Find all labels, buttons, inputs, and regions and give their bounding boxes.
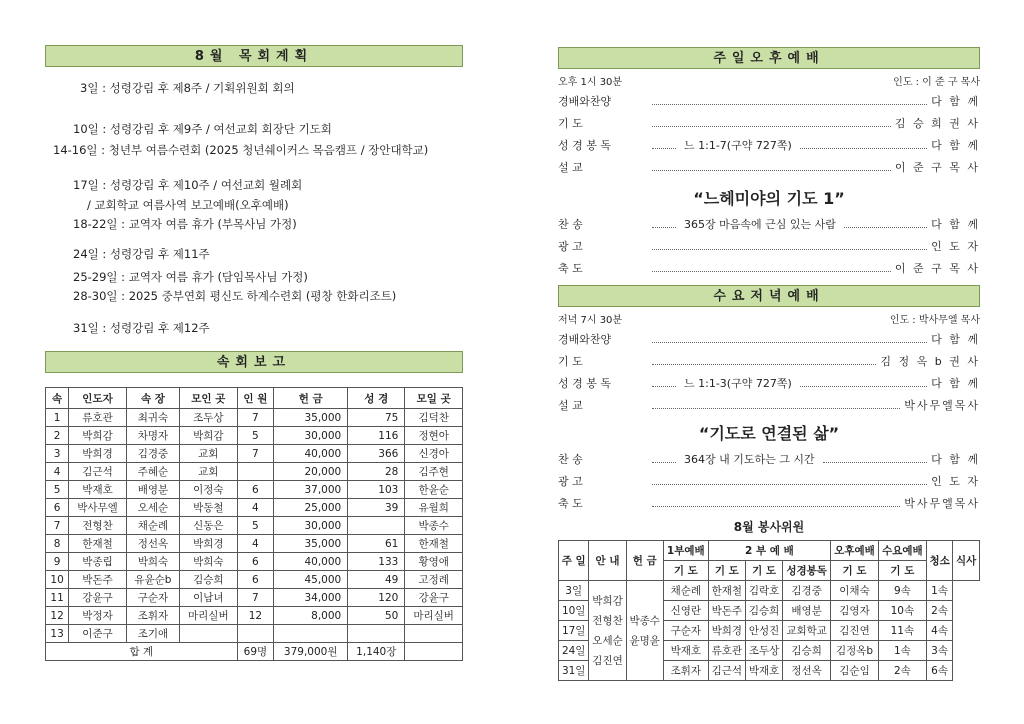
report-cell: 강윤구 [69, 589, 127, 607]
report-cell: 마리실버 [405, 607, 463, 625]
duty-guides [589, 581, 626, 681]
order-value: 인 도 자 [931, 475, 980, 488]
plan-item: 3일 : 성령강림 후 제8주 / 기획위원회 회의 [80, 81, 295, 95]
table-row [46, 445, 463, 463]
report-cell: 박희숙 [126, 553, 179, 571]
duty-cell: 박재호 [663, 641, 708, 661]
report-cell: 정선옥 [126, 535, 179, 553]
duty-cell: 김락호 [745, 581, 782, 601]
duty-cell: 김경중 [783, 581, 831, 601]
report-col-header: 모인 곳 [180, 388, 238, 409]
order-value: 이 준 구 목 사 [894, 161, 980, 174]
duty-cell: 조두상 [745, 641, 782, 661]
plan-item: 18-22일 : 교역자 여름 휴가 (부목사님 가정) [73, 217, 297, 231]
order-value: 김 정 옥 b 권 사 [880, 355, 980, 368]
order-line [558, 157, 980, 177]
table-row [46, 571, 463, 589]
report-cell: 이정숙 [180, 481, 238, 499]
report-cell: 유월희 [405, 499, 463, 517]
duty-h-meal: 식사 [953, 541, 980, 581]
report-cell: 김주현 [405, 463, 463, 481]
sunday-header: 주일오후예배 [558, 47, 980, 69]
report-cell: 25,000 [274, 499, 348, 517]
order-line [558, 373, 980, 393]
report-cell: 10 [46, 571, 69, 589]
plan-item: / 교회학교 여름사역 보고예배(오후예배) [87, 198, 289, 212]
report-cell: 12 [237, 607, 274, 625]
dot-leader [652, 142, 676, 149]
wednesday-header: 수요저녁예배 [558, 285, 980, 307]
order-detail: 365장 마음속에 근심 있는 사람 [684, 218, 836, 231]
report-cell: 20,000 [274, 463, 348, 481]
report-col-header: 속 장 [126, 388, 179, 409]
report-cell: 한윤순 [405, 481, 463, 499]
table-row [46, 409, 463, 427]
order-label: 광 고 [558, 475, 583, 488]
duty-table [558, 540, 980, 681]
duty-cell: 류호관 [708, 641, 745, 661]
report-cell: 구순자 [126, 589, 179, 607]
duty-week: 3일 [559, 581, 589, 601]
table-row [46, 535, 463, 553]
report-cell: 한재철 [405, 535, 463, 553]
report-cell: 주혜순 [126, 463, 179, 481]
report-cell: 정현아 [405, 427, 463, 445]
report-cell: 35,000 [274, 535, 348, 553]
duty-cell: 1속 [926, 581, 953, 601]
order-label: 찬 송 [558, 218, 583, 231]
dot-leader [800, 142, 927, 149]
table-row [46, 481, 463, 499]
report-cell: 40,000 [274, 445, 348, 463]
report-cell [348, 517, 405, 535]
duty-cell: 김정옥b [831, 641, 879, 661]
duty-cell: 9속 [878, 581, 926, 601]
order-value: 다 함 께 [931, 453, 980, 466]
report-cell [237, 463, 274, 481]
order-line [558, 214, 980, 234]
dot-leader [844, 221, 927, 228]
table-row [46, 499, 463, 517]
guide-name: 박희감 [592, 594, 623, 607]
wednesday-meta [558, 311, 980, 326]
report-cell: 차명자 [126, 427, 179, 445]
duty-cell: 조휘자 [663, 661, 708, 681]
report-cell: 49 [348, 571, 405, 589]
report-cell: 6 [237, 481, 274, 499]
duty-cell: 4속 [926, 621, 953, 641]
report-cell: 채순례 [126, 517, 179, 535]
report-cell: 박희감 [69, 427, 127, 445]
report-header-row [46, 388, 463, 409]
table-row [46, 625, 463, 643]
order-label: 찬 송 [558, 453, 583, 466]
report-cell: 120 [348, 589, 405, 607]
order-line [558, 135, 980, 155]
duty-h-guide: 안 내 [589, 541, 626, 581]
duty-cell: 한재철 [708, 581, 745, 601]
duty-offering [626, 581, 663, 681]
order-value: 인 도 자 [931, 240, 980, 253]
duty-h-prayer-2: 기 도 [708, 561, 745, 581]
report-cell: 5 [46, 481, 69, 499]
report-cell [274, 625, 348, 643]
dot-leader [652, 120, 891, 127]
order-label: 축 도 [558, 497, 583, 510]
order-value: 다 함 께 [931, 333, 980, 346]
order-detail: 느 1:1-3(구약 727쪽) [684, 377, 792, 390]
report-cell: 40,000 [274, 553, 348, 571]
table-row [46, 517, 463, 535]
duty-cell: 김근석 [708, 661, 745, 681]
report-cell: 6 [46, 499, 69, 517]
duty-cell: 11속 [878, 621, 926, 641]
report-cell: 8,000 [274, 607, 348, 625]
order-value: 다 함 께 [931, 139, 980, 152]
dot-leader [652, 98, 927, 105]
plan-item: 10일 : 성령강림 후 제9주 / 여선교회 회장단 기도회 [73, 122, 332, 136]
report-cell: 한재철 [69, 535, 127, 553]
duty-cell: 교회학교 [783, 621, 831, 641]
report-cell: 조기애 [126, 625, 179, 643]
report-cell: 조두상 [180, 409, 238, 427]
duty-cell: 10속 [878, 601, 926, 621]
report-cell: 이남녀 [180, 589, 238, 607]
table-row [46, 607, 463, 625]
plan-item: 24일 : 성령강림 후 제11주 [73, 247, 210, 261]
report-col-header: 인 원 [237, 388, 274, 409]
order-label: 경배와찬양 [558, 333, 612, 346]
report-header: 속회보고 [45, 351, 463, 373]
duty-h-week: 주 일 [559, 541, 589, 581]
report-cell: 8 [46, 535, 69, 553]
report-cell: 37,000 [274, 481, 348, 499]
duty-cell: 채순례 [663, 581, 708, 601]
duty-week: 10일 [559, 601, 589, 621]
wednesday-leader: 인도 : 박사무엘 목사 [889, 315, 980, 326]
order-line [558, 113, 980, 133]
duty-cell: 구순자 [663, 621, 708, 641]
table-row [46, 553, 463, 571]
duty-cell: 이채숙 [831, 581, 879, 601]
report-cell: 황영애 [405, 553, 463, 571]
duty-h-offering: 헌 금 [626, 541, 663, 581]
report-cell: 12 [46, 607, 69, 625]
report-cell: 류호관 [69, 409, 127, 427]
dot-leader [652, 402, 900, 409]
report-total-row [46, 643, 463, 661]
plan-item: 25-29일 : 교역자 여름 휴가 (담임목사님 가정) [73, 270, 308, 284]
report-cell: 6 [237, 553, 274, 571]
report-cell: 교회 [180, 445, 238, 463]
offering-name: 박종수 [629, 614, 660, 627]
order-label: 성 경 봉 독 [558, 377, 611, 390]
report-cell: 45,000 [274, 571, 348, 589]
report-cell: 최귀숙 [126, 409, 179, 427]
duty-cell: 김영자 [831, 601, 879, 621]
duty-cell: 김승희 [783, 641, 831, 661]
duty-week: 31일 [559, 661, 589, 681]
order-line [558, 329, 980, 349]
duty-h-wed: 수요예배 [878, 541, 926, 561]
wednesday-time: 저녁 7시 30분 [558, 315, 623, 326]
duty-cell: 정선옥 [783, 661, 831, 681]
order-label: 경배와찬양 [558, 95, 612, 108]
order-value: 다 함 께 [931, 377, 980, 390]
report-cell: 116 [348, 427, 405, 445]
dot-leader [652, 221, 676, 228]
report-cell: 30,000 [274, 427, 348, 445]
order-line [558, 449, 980, 469]
report-cell: 5 [237, 517, 274, 535]
report-cell: 박정자 [69, 607, 127, 625]
order-label: 기 도 [558, 117, 583, 130]
total-bible: 1,140장 [348, 643, 405, 661]
report-cell: 교회 [180, 463, 238, 481]
dot-leader [652, 358, 876, 365]
dot-leader [652, 243, 927, 250]
guide-name: 오세순 [592, 634, 623, 647]
dot-leader [652, 164, 891, 171]
report-cell [180, 625, 238, 643]
order-value: 박사무엘목사 [904, 399, 980, 412]
report-cell: 13 [46, 625, 69, 643]
report-cell: 366 [348, 445, 405, 463]
duty-cell: 3속 [926, 641, 953, 661]
report-cell: 34,000 [274, 589, 348, 607]
order-line [558, 236, 980, 256]
table-row [46, 427, 463, 445]
duty-h-clean: 청소 [926, 541, 953, 581]
report-cell: 2 [46, 427, 69, 445]
dot-leader [800, 380, 927, 387]
dot-leader [652, 456, 676, 463]
report-cell: 39 [348, 499, 405, 517]
report-cell: 신경아 [405, 445, 463, 463]
order-detail: 364장 내 기도하는 그 시간 [684, 453, 815, 466]
duty-cell: 2속 [878, 661, 926, 681]
plan-item: 17일 : 성령강림 후 제10주 / 여선교회 월례회 [73, 178, 303, 192]
order-label: 축 도 [558, 262, 583, 275]
report-cell: 6 [237, 571, 274, 589]
report-cell: 3 [46, 445, 69, 463]
duty-title: 8월 봉사위원 [733, 520, 805, 534]
order-label: 광 고 [558, 240, 583, 253]
total-empty [405, 643, 463, 661]
duty-h-prayer-4: 기 도 [831, 561, 879, 581]
order-label: 설 교 [558, 161, 583, 174]
dot-leader [652, 336, 927, 343]
order-value: 이 준 구 목 사 [894, 262, 980, 275]
plan-item: 31일 : 성령강림 후 제12주 [73, 321, 210, 335]
report-cell: 박동철 [180, 499, 238, 517]
total-people: 69명 [237, 643, 274, 661]
report-cell: 고정례 [405, 571, 463, 589]
report-cell: 30,000 [274, 517, 348, 535]
plan-item: 28-30일 : 2025 중부연회 평신도 하계수련회 (평창 한화리조트) [73, 289, 397, 303]
sunday-sermon-title: “느헤미야의 기도 1” [693, 189, 845, 208]
duty-week: 24일 [559, 641, 589, 661]
order-label: 성 경 봉 독 [558, 139, 611, 152]
total-label: 합 계 [46, 643, 238, 661]
report-cell: 박사무엘 [69, 499, 127, 517]
report-cell: 박희경 [180, 535, 238, 553]
duty-cell: 2속 [926, 601, 953, 621]
order-value: 박사무엘목사 [904, 497, 980, 510]
duty-cell: 김진연 [831, 621, 879, 641]
plan-item: 14-16일 : 청년부 여름수련회 (2025 청년쉐이커스 목음캠프 / 장안대학교) [53, 143, 429, 157]
table-row [46, 463, 463, 481]
duty-cell: 안성진 [745, 621, 782, 641]
report-cell: 1 [46, 409, 69, 427]
order-line [558, 258, 980, 278]
order-detail: 느 1:1-7(구약 727쪽) [684, 139, 792, 152]
report-cell: 박재호 [69, 481, 127, 499]
report-cell: 5 [237, 427, 274, 445]
report-cell: 신동은 [180, 517, 238, 535]
guide-name: 김진연 [592, 654, 623, 667]
duty-h-bible: 성경봉독 [783, 561, 831, 581]
report-cell [237, 625, 274, 643]
report-cell: 박희경 [69, 445, 127, 463]
dot-leader [652, 380, 676, 387]
duty-cell: 김승희 [745, 601, 782, 621]
guide-name: 전형찬 [592, 614, 623, 627]
report-cell: 75 [348, 409, 405, 427]
report-cell: 133 [348, 553, 405, 571]
report-cell: 7 [237, 589, 274, 607]
report-cell: 김근석 [69, 463, 127, 481]
report-cell: 박희숙 [180, 553, 238, 571]
report-cell: 박종수 [405, 517, 463, 535]
table-row [46, 589, 463, 607]
wednesday-sermon-title: “기도로 연결된 삶” [698, 424, 840, 443]
duty-cell: 배영분 [783, 601, 831, 621]
report-col-header: 성 경 [348, 388, 405, 409]
report-col-header: 모일 곳 [405, 388, 463, 409]
order-line [558, 471, 980, 491]
report-table [45, 387, 463, 661]
order-value: 다 함 께 [931, 218, 980, 231]
order-value: 김 승 희 권 사 [894, 117, 980, 130]
report-cell: 박종립 [69, 553, 127, 571]
report-cell: 조휘자 [126, 607, 179, 625]
report-cell: 28 [348, 463, 405, 481]
report-cell: 7 [237, 445, 274, 463]
report-cell: 7 [46, 517, 69, 535]
duty-h-second: 2 부 예 배 [708, 541, 830, 561]
report-cell: 7 [237, 409, 274, 427]
dot-leader [652, 500, 900, 507]
duty-h-pm: 오후예배 [831, 541, 879, 561]
order-line [558, 91, 980, 111]
report-cell: 9 [46, 553, 69, 571]
report-cell: 50 [348, 607, 405, 625]
duty-cell: 김순임 [831, 661, 879, 681]
order-label: 설 교 [558, 399, 583, 412]
report-cell: 강윤구 [405, 589, 463, 607]
order-line [558, 395, 980, 415]
report-col-header: 속 [46, 388, 69, 409]
order-value: 다 함 께 [931, 95, 980, 108]
offering-name: 윤명윤 [629, 634, 660, 647]
report-cell: 11 [46, 589, 69, 607]
duty-cell: 박돈주 [708, 601, 745, 621]
total-offering: 379,000원 [274, 643, 348, 661]
report-cell: 이준구 [69, 625, 127, 643]
sunday-meta [558, 73, 980, 88]
report-cell: 박돈주 [69, 571, 127, 589]
duty-h-first: 1부예배 [663, 541, 708, 561]
dot-leader [652, 265, 891, 272]
sunday-time: 오후 1시 30분 [558, 77, 623, 88]
report-cell: 배영분 [126, 481, 179, 499]
report-cell: 4 [237, 499, 274, 517]
report-cell: 박희감 [180, 427, 238, 445]
duty-cell: 박재호 [745, 661, 782, 681]
dot-leader [652, 478, 927, 485]
report-cell: 유윤순b [126, 571, 179, 589]
report-cell: 4 [237, 535, 274, 553]
plan-header: 8월 목회계획 [45, 45, 463, 67]
report-cell: 4 [46, 463, 69, 481]
report-cell [405, 625, 463, 643]
table-row [559, 581, 980, 601]
report-cell: 35,000 [274, 409, 348, 427]
duty-h-prayer-1: 기 도 [663, 561, 708, 581]
report-cell [348, 625, 405, 643]
report-cell: 전형찬 [69, 517, 127, 535]
report-cell: 61 [348, 535, 405, 553]
report-cell: 김승희 [180, 571, 238, 589]
duty-cell: 1속 [878, 641, 926, 661]
order-line [558, 351, 980, 371]
report-cell: 103 [348, 481, 405, 499]
report-col-header: 인도자 [69, 388, 127, 409]
duty-cell: 박희경 [708, 621, 745, 641]
duty-cell: 신영란 [663, 601, 708, 621]
report-cell: 김경중 [126, 445, 179, 463]
duty-cell: 6속 [926, 661, 953, 681]
order-label: 기 도 [558, 355, 583, 368]
order-line [558, 493, 980, 513]
report-col-header: 헌 금 [274, 388, 348, 409]
dot-leader [823, 456, 928, 463]
sunday-leader: 인도 : 이 준 구 목사 [893, 77, 980, 88]
duty-h-prayer-3: 기 도 [745, 561, 782, 581]
duty-h-prayer-5: 기 도 [878, 561, 926, 581]
report-cell: 오세순 [126, 499, 179, 517]
report-cell: 김덕찬 [405, 409, 463, 427]
report-cell: 마리실버 [180, 607, 238, 625]
duty-week: 17일 [559, 621, 589, 641]
